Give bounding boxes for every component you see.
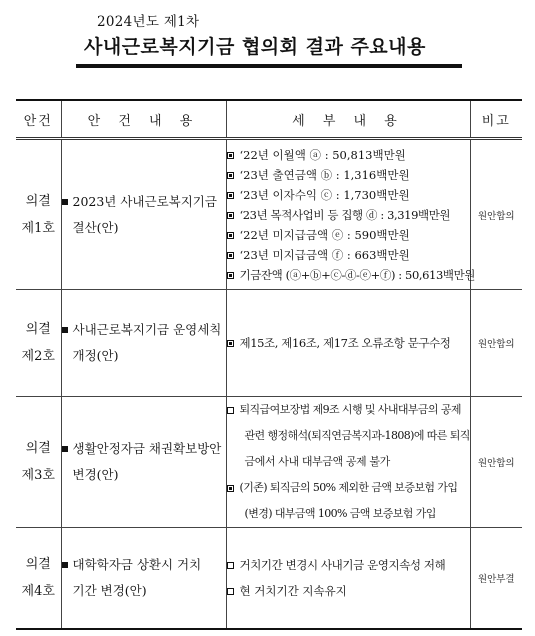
box-bullet-icon	[227, 232, 234, 239]
box-bullet-icon	[227, 172, 234, 179]
remark-cell: 원안부결	[470, 528, 522, 629]
list-item-continuation: 관련 행정해석(퇴직연금복지과-1808)에 따른 퇴직	[244, 429, 470, 442]
list-item: 제15조, 제16조, 제17조 오류조항 문구수정	[227, 333, 470, 353]
list-item: 기금잔액 (ⓐ+ⓑ+ⓒ-ⓓ-ⓔ+ⓕ) : 50,613백만원	[227, 265, 470, 285]
square-bullet-icon	[62, 327, 68, 333]
box-bullet-icon	[227, 192, 234, 199]
col-header-case: 안건	[16, 100, 61, 139]
table-row	[16, 139, 522, 290]
box-bullet-icon	[227, 152, 234, 159]
title-underline	[76, 64, 462, 68]
results-table	[16, 99, 522, 630]
agenda-item: 대학학자금 상환시 거치 기간 변경(안)	[61, 528, 226, 629]
remark-cell: 원안합의	[470, 290, 522, 397]
square-bullet-icon	[62, 446, 68, 452]
case-number: 의결 제4호	[16, 528, 61, 629]
list-item: ‘23년 출연금액 ⓑ : 1,316백만원	[227, 165, 470, 185]
square-bullet-icon	[62, 562, 68, 568]
case-number: 의결 제2호	[16, 290, 61, 397]
table-row	[16, 290, 522, 397]
box-bullet-icon	[227, 407, 234, 414]
list-item-continuation: 금에서 사내 대부금액 공제 불가	[244, 455, 390, 468]
case-number: 의결 제3호	[16, 397, 61, 528]
list-item: ‘22년 이월액 ⓐ : 50,813백만원	[227, 145, 470, 165]
list-item: ‘23년 이자수익 ⓒ : 1,730백만원	[227, 185, 470, 205]
box-bullet-icon	[227, 212, 234, 219]
detail-list	[226, 290, 470, 397]
square-bullet-icon	[62, 199, 68, 205]
box-bullet-icon	[227, 562, 234, 569]
detail-list	[226, 528, 470, 629]
list-item: (기존) 퇴직금의 50% 제외한 금액 보증보험 가입	[227, 475, 470, 501]
list-item-continuation: (변경) 대부금액 100% 금액 보증보험 가입	[244, 507, 436, 520]
agenda-item: 사내근로복지기금 운영세칙 개정(안)	[61, 290, 226, 397]
list-item: ‘23년 미지급금액 ⓕ : 663백만원	[227, 245, 470, 265]
table-header-row	[16, 100, 522, 139]
list-item: ‘22년 미지급금액 ⓔ : 590백만원	[227, 225, 470, 245]
box-bullet-icon	[227, 272, 234, 279]
list-item: 거치기간 변경시 사내기금 운영지속성 저해	[227, 552, 470, 578]
col-header-agenda: 안 건 내 용	[61, 100, 226, 139]
table-row	[16, 528, 522, 629]
detail-list	[226, 397, 470, 528]
list-item: 퇴직급여보장법 제9조 시행 및 사내대부금의 공제	[227, 397, 470, 423]
box-bullet-icon	[227, 588, 234, 595]
col-header-remark: 비고	[470, 100, 522, 139]
table-row	[16, 397, 522, 528]
detail-list	[226, 139, 475, 290]
agenda-item: 2023년 사내근로복지기금 결산(안)	[61, 139, 226, 290]
meeting-subtitle: 2024년도 제1차	[97, 14, 200, 30]
list-item: 현 거치기간 지속유지	[227, 578, 470, 604]
case-number: 의결 제1호	[16, 139, 61, 290]
document-title: 사내근로복지기금 협의회 결과 주요내용	[84, 36, 426, 58]
remark-cell: 원안합의	[470, 139, 522, 290]
list-item: ‘23년 목적사업비 등 집행 ⓓ : 3,319백만원	[227, 205, 470, 225]
remark-cell: 원안합의	[470, 397, 522, 528]
col-header-details: 세 부 내 용	[226, 100, 470, 139]
box-bullet-icon	[227, 252, 234, 259]
box-bullet-icon	[227, 340, 234, 347]
agenda-item: 생활안정자금 채권확보방안 변경(안)	[61, 397, 226, 528]
box-bullet-icon	[227, 485, 234, 492]
